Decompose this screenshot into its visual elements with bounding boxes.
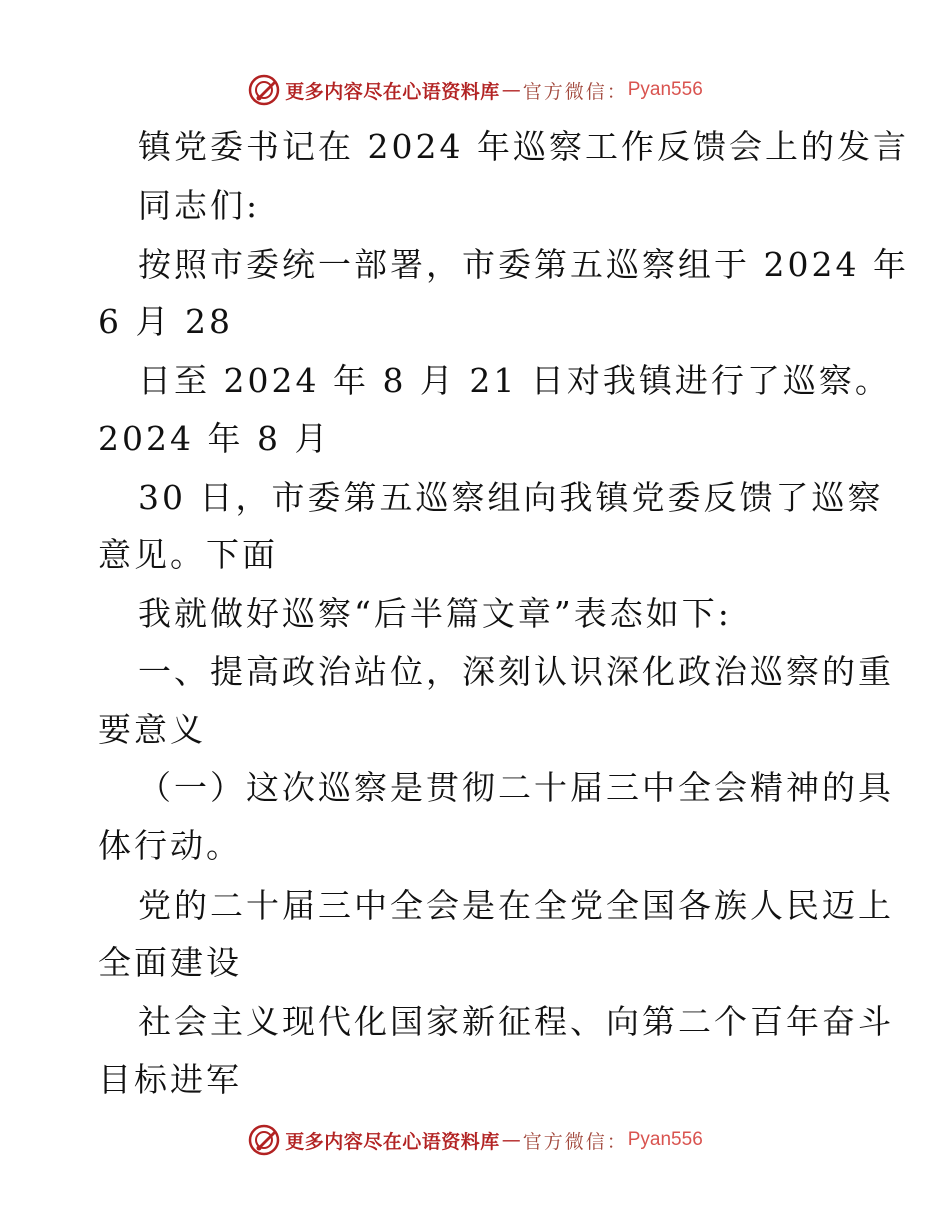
paragraph-line: 按照市委统一部署，市委第五巡察组于 2024 年 bbox=[138, 245, 909, 284]
paragraph-line: 我就做好巡察“后半篇文章”表态如下: bbox=[138, 594, 732, 633]
banner-dash: — bbox=[501, 1129, 521, 1151]
paragraph-line: 6 月 28 bbox=[98, 302, 233, 341]
subsection-heading: （一）这次巡察是贯彻二十届三中全会精神的具 bbox=[138, 768, 894, 807]
paragraph-line: 全面建设 bbox=[98, 943, 242, 982]
banner-wechat-label: 官方微信： bbox=[522, 80, 628, 103]
paragraph-line: 目标进军 bbox=[98, 1060, 242, 1099]
banner-main-text: 更多内容尽在心语资料库 bbox=[285, 80, 500, 103]
document-title: 镇党委书记在 2024 年巡察工作反馈会上的发言 bbox=[138, 127, 909, 166]
subsection-heading: 体行动。 bbox=[98, 826, 242, 865]
paragraph-line: 日至 2024 年 8 月 21 日对我镇进行了巡察。 bbox=[138, 361, 891, 400]
brand-logo-icon bbox=[247, 73, 281, 107]
paragraph-line: 30 日，市委第五巡察组向我镇党委反馈了巡察 bbox=[138, 478, 884, 517]
paragraph-line: 党的二十届三中全会是在全党全国各族人民迈上 bbox=[138, 886, 894, 925]
banner-wechat-label: 官方微信： bbox=[522, 1130, 628, 1153]
section-heading: 要意义 bbox=[98, 710, 206, 749]
banner-wechat-id: Pyan556 bbox=[627, 1129, 703, 1150]
banner-main-text: 更多内容尽在心语资料库 bbox=[285, 1130, 500, 1153]
banner-wechat-id: Pyan556 bbox=[627, 79, 703, 100]
paragraph-line: 意见。下面 bbox=[98, 535, 278, 574]
header-banner bbox=[0, 70, 950, 110]
paragraph-line: 2024 年 8 月 bbox=[98, 419, 331, 458]
salutation: 同志们: bbox=[138, 186, 261, 225]
banner-dash: — bbox=[501, 79, 521, 101]
footer-banner bbox=[0, 1120, 950, 1160]
paragraph-line: 社会主义现代化国家新征程、向第二个百年奋斗 bbox=[138, 1002, 894, 1041]
section-heading: 一、提高政治站位，深刻认识深化政治巡察的重 bbox=[138, 652, 894, 691]
brand-logo-icon bbox=[247, 1123, 281, 1157]
